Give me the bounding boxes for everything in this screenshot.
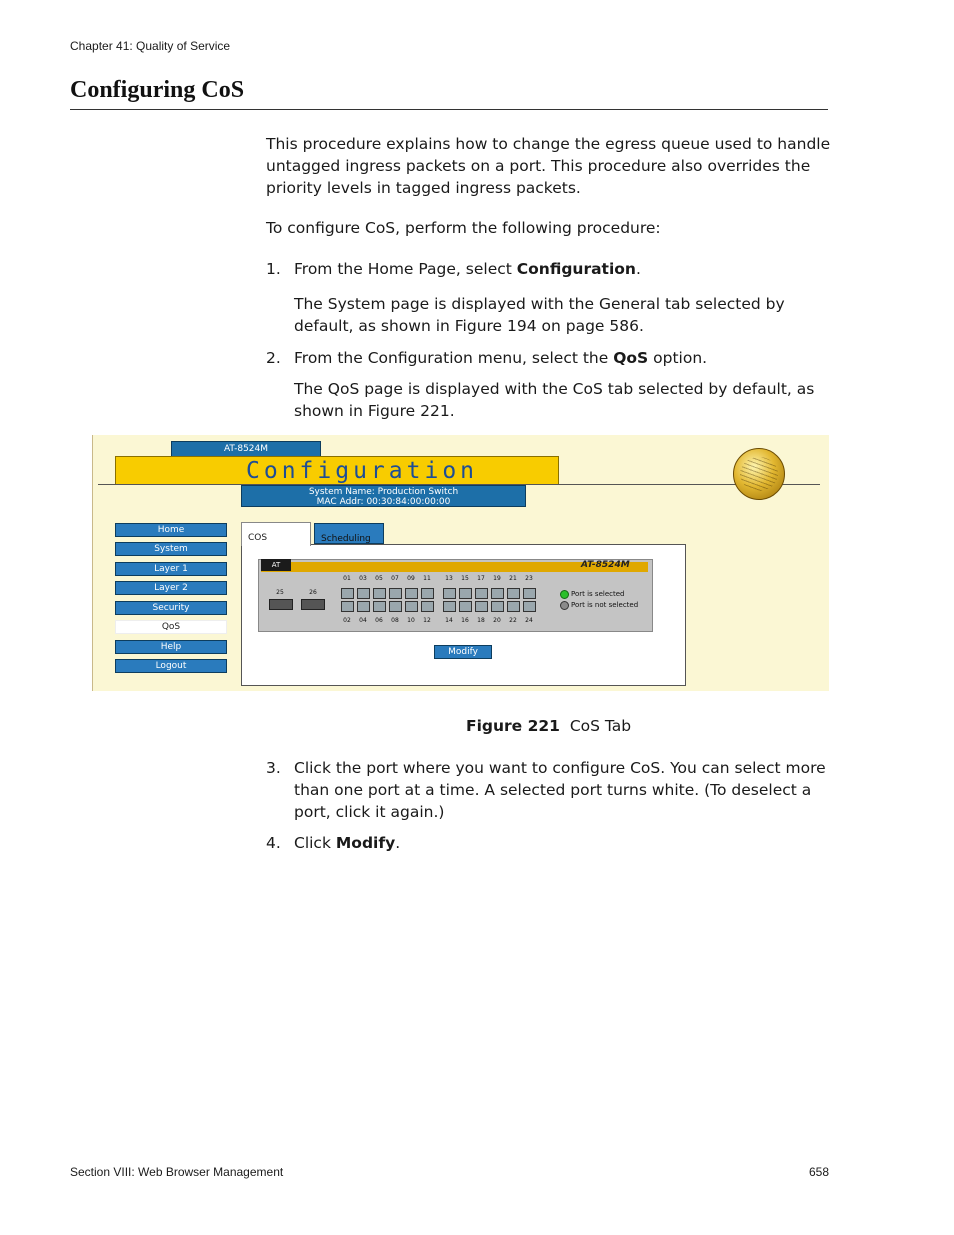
port-01[interactable] [341,588,354,599]
step-keyword: Modify [335,834,396,852]
step-text: From the Home Page, select [294,260,517,278]
port-number: 08 [391,617,399,624]
port-21[interactable] [507,588,520,599]
port-09[interactable] [405,588,418,599]
port-number: 05 [375,575,383,582]
intro-paragraph [266,133,836,199]
model-tab: AT-8524M [171,441,321,457]
figure-caption [466,717,631,735]
step-4-text [294,832,400,854]
port-12[interactable] [421,601,434,612]
note-line: default, as shown in Figure 194 on page 586. [294,317,644,335]
nav-layer1-button[interactable]: Layer 1 [115,562,227,576]
port-number: 14 [445,617,453,624]
nav-system-button[interactable]: System [115,542,227,556]
port-number: 26 [309,589,317,596]
step-1-text [294,258,641,280]
not-selected-legend-icon [560,601,569,610]
nav-logout-button[interactable]: Logout [115,659,227,673]
step-text: option. [648,349,708,367]
port-06[interactable] [373,601,386,612]
port-number: 01 [343,575,351,582]
step-line: Click the port where you want to configure CoS. You can select more [294,759,826,777]
port-14[interactable] [443,601,456,612]
port-07[interactable] [389,588,402,599]
port-22[interactable] [507,601,520,612]
port-number: 04 [359,617,367,624]
port-number: 18 [477,617,485,624]
port-number: 23 [525,575,533,582]
mac-address: MAC Addr: 00:30:84:00:00:00 [316,497,451,507]
port-number: 25 [276,589,284,596]
title-rule [70,109,828,110]
legend-not-selected-text: Port is not selected [571,601,639,609]
port-04[interactable] [357,601,370,612]
port-number: 19 [493,575,501,582]
page-title: Configuring CoS [70,77,245,103]
port-20[interactable] [491,601,504,612]
step-keyword: Configuration [516,260,636,278]
step-text: . [395,834,401,852]
port-number: 20 [493,617,501,624]
port-03[interactable] [357,588,370,599]
cos-tab-screenshot [92,435,829,691]
port-02[interactable] [341,601,354,612]
port-number: 03 [359,575,367,582]
step-2-text [294,347,707,369]
port-number: 22 [509,617,517,624]
port-08[interactable] [389,601,402,612]
step-line: than one port at a time. A selected port turns white. (To deselect a [294,781,812,799]
nav-qos-button[interactable]: QoS [115,620,227,634]
tab-scheduling[interactable]: Scheduling [314,523,384,544]
port-18[interactable] [475,601,488,612]
step-1-note [294,293,834,337]
step-text: Click [294,834,336,852]
nav-home-button[interactable]: Home [115,523,227,537]
port-10[interactable] [405,601,418,612]
step-2-number: 2. [266,349,281,367]
step-line: port, click it again.) [294,803,445,821]
port-number: 17 [477,575,485,582]
port-23[interactable] [523,588,536,599]
system-info-box [241,485,526,507]
port-19[interactable] [491,588,504,599]
port-15[interactable] [459,588,472,599]
footer-section: Section VIII: Web Browser Management [70,1165,284,1179]
chapter-header: Chapter 41: Quality of Service [70,39,231,53]
note-line: The System page is displayed with the General tab selected by [294,295,785,313]
intro-line: untagged ingress packets on a port. This procedure also overrides the [266,157,811,175]
step-3-text [294,757,844,823]
step-text: . [635,260,641,278]
chassis-logo: AT [261,559,291,571]
port-number: 11 [423,575,431,582]
nav-help-button[interactable]: Help [115,640,227,654]
port-number: 15 [461,575,469,582]
legend-selected-text: Port is selected [571,590,625,598]
port-number: 16 [461,617,469,624]
step-keyword: QoS [613,349,649,367]
configuration-title-bar: Configuration [115,456,559,485]
port-16[interactable] [459,601,472,612]
selected-legend-icon [560,590,569,599]
nav-layer2-button[interactable]: Layer 2 [115,581,227,595]
port-13[interactable] [443,588,456,599]
uplink-port-26[interactable] [301,599,325,610]
tab-cos[interactable]: COS [241,522,311,546]
port-11[interactable] [421,588,434,599]
uplink-port-25[interactable] [269,599,293,610]
procedure-intro: To configure CoS, perform the following procedure: [266,219,661,237]
port-number: 21 [509,575,517,582]
modify-button[interactable]: Modify [434,645,492,659]
nav-security-button[interactable]: Security [115,601,227,615]
port-number: 02 [343,617,351,624]
step-2-note [294,378,834,422]
note-line: shown in Figure 221. [294,402,455,420]
page-number: 658 [809,1165,830,1179]
port-17[interactable] [475,588,488,599]
port-number: 12 [423,617,431,624]
port-number: 10 [407,617,415,624]
chassis-model-label: AT-8524M [581,560,630,570]
system-name: System Name: Production Switch [308,487,459,497]
port-number: 06 [375,617,383,624]
step-text: From the Configuration menu, select the [294,349,614,367]
step-4-number: 4. [266,834,281,852]
port-number: 24 [525,617,533,624]
globe-logo-icon [733,448,785,500]
caption-text: CoS Tab [569,717,632,735]
port-05[interactable] [373,588,386,599]
note-line: The QoS page is displayed with the CoS tab selected by default, as [294,380,815,398]
port-24[interactable] [523,601,536,612]
port-number: 09 [407,575,415,582]
port-number: 07 [391,575,399,582]
intro-line: priority levels in tagged ingress packets. [266,179,581,197]
caption-label: Figure 221 [466,717,560,735]
step-3-number: 3. [266,759,281,777]
step-1-number: 1. [266,260,281,278]
intro-line: This procedure explains how to change the egress queue used to handle [266,135,831,153]
port-number: 13 [445,575,453,582]
